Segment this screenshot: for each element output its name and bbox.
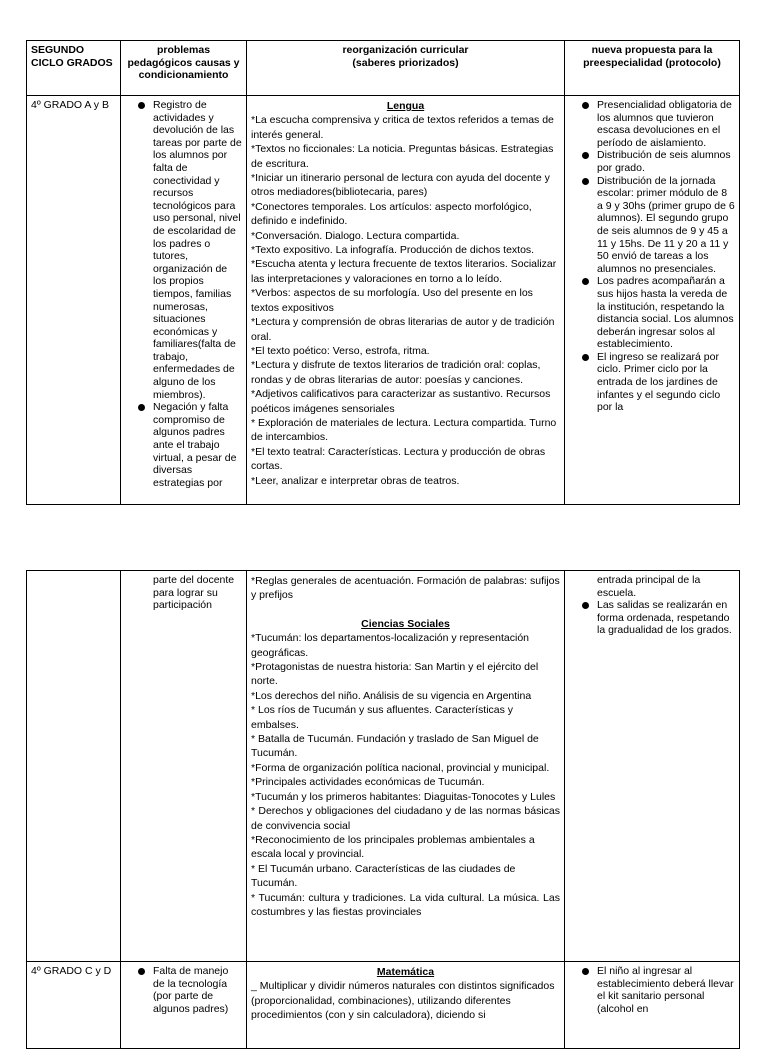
table-row (27, 96, 740, 505)
content-line: * Tucumán: cultura y tradiciones. La vida cultural. La música. Las costumbres y las fiestas provinciales (251, 891, 560, 918)
list-item: Distribución de seis alumnos por grado. (597, 149, 735, 174)
list-item: El niño al ingresar al establecimiento deberá llevar el kit sanitario personal (alcohol en (597, 965, 734, 1015)
protocol-continuation: entrada principal de la escuela. (597, 574, 701, 599)
problems-list (125, 965, 242, 1015)
grade-cell: 4º GRADO C y D (27, 962, 121, 1049)
list-item: Falta de manejo de la tecnología (por parte de algunos padres) (153, 965, 242, 1015)
content-line: *Los derechos del niño. Análisis de su vigencia en Argentina (251, 689, 532, 702)
content-line: *Texto expositivo. La infografía. Producción de dichos textos. (251, 244, 535, 257)
content-line: * El Tucumán urbano. Características de las ciudades de Tucumán. (251, 862, 516, 890)
problems-list (125, 99, 242, 489)
content-line: *Textos no ficcionales: La noticia. Preguntas básicas. Estrategias de escritura. (251, 143, 554, 170)
header-curricular: reorganización curricular (saberes priorizados) (247, 41, 565, 96)
list-item: El ingreso se realizará por ciclo. Primer ciclo por la entrada de los jardines de infantes y el segundo ciclo por la (597, 351, 735, 414)
protocol-list (569, 99, 735, 414)
protocol-list (569, 965, 735, 1015)
header-grades: SEGUNDO CICLO GRADOS (27, 41, 121, 96)
content-line: *Escucha atenta y lectura frecuente de textos literarios. Socializar las interpretaciones y valoraciones en torno a lo leído. (251, 258, 557, 285)
grade-cell: 4º GRADO A y B (27, 96, 121, 505)
content-line: _ Multiplicar y dividir números naturales con distintos significados (proporcionalidad, combinaciones), utilizando diferentes procedimientos (con y sin calculadora), diciendo si (251, 980, 555, 1022)
header-problems: problemas pedagógicos causas y condicionamiento (121, 41, 247, 96)
content-line: *Conversación. Dialogo. Lectura compartida. (251, 229, 460, 242)
grade-cell (27, 571, 121, 962)
content-line: *La escucha comprensiva y critica de textos referidos a temas de interés general. (251, 114, 554, 141)
content-line: * Derechos y obligaciones del ciudadano y de las normas básicas de convivencia social (251, 805, 560, 832)
curricular-cell (247, 962, 565, 1049)
content-line: *Principales actividades económicas de Tucumán. (251, 776, 485, 789)
content-line: *Tucumán: los departamentos-localización y representación geográficas. (251, 632, 530, 659)
list-item: Distribución de la jornada escolar: primer módulo de 8 a 9 y 30hs (primer grupo de 6 alumnos). El segundo grupo de seis alumnos de 9 y 45 a 11 y 15hs. De 11 y 20 a 11 y 50 envió de tareas a los alumnos no presenciales. (597, 174, 735, 275)
content-line: * Los ríos de Tucumán y sus afluentes. Características y embalses. (251, 704, 514, 731)
list-item: Negación y falta compromiso de algunos padres ante el trabajo virtual, a pesar de diversas estrategias por (153, 401, 242, 489)
content-line: * Batalla de Tucumán. Fundación y traslado de San Miguel de Tucumán. (251, 733, 539, 760)
content-line: *El texto poético: Verso, estrofa, ritma. (251, 344, 430, 357)
section-title-sociales: Ciencias Sociales (361, 617, 450, 630)
content-line: *Forma de organización política nacional, provincial y municipal. (251, 761, 550, 774)
content-line: *El texto teatral: Características. Lectura y producción de obras cortas. (251, 445, 546, 473)
content-line: *Lectura y comprensión de obras literarias de autor y de tradición oral. (251, 316, 555, 343)
curricular-cell (247, 571, 565, 962)
problems-cell (121, 571, 247, 962)
content-line: *Lectura y disfrute de textos literarios de tradición oral: coplas, rondas y de obras literarias de autor: poesías y canciones. (251, 359, 541, 386)
curricular-cell (247, 96, 565, 505)
section-title-matematica: Matemática (376, 966, 435, 978)
protocol-cell (565, 96, 740, 505)
protocol-cell (565, 962, 740, 1049)
header-row (27, 41, 740, 96)
list-item: Los padres acompañarán a sus hijos hasta la vereda de la institución, respetando la distancia social. Los alumnos deberán ingresar solos al establecimiento. (597, 275, 734, 351)
curriculum-table-page-2 (26, 570, 740, 1049)
list-item: Registro de actividades y devolución de las tareas por parte de los alumnos por falta de conectividad y recursos tecnológicos para uso personal, nivel de escolaridad de los padres o tutores, organización de los propios tiempos, familias numerosas, situaciones económicas y familiares(falta de trabajo, enfermedades de alguno de los miembros). (153, 99, 242, 401)
content-line: *Leer, analizar e interpretar obras de teatros. (251, 474, 460, 487)
problems-cell (121, 96, 247, 505)
content-line: *Iniciar un itinerario personal de lectura con ayuda del docente y otros mediadores(bibliotecaria, pares) (251, 172, 550, 199)
content-line: *Tucumán y los primeros habitantes: Diaguitas-Tonocotes y Lules (251, 790, 556, 803)
protocol-cell (565, 571, 740, 962)
problems-cell (121, 962, 247, 1049)
list-item: Las salidas se realizarán en forma ordenada, respetando la gradualidad de los grados. (597, 599, 735, 637)
problems-continuation: parte del docente para lograr su participación (153, 574, 235, 612)
content-line: *Conectores temporales. Los artículos: aspecto morfológico, definido e indefinido. (251, 200, 532, 228)
list-item: Presencialidad obligatoria de los alumnos que tuvieron escasa devoluciones en el período de aislamiento. (597, 99, 735, 149)
curriculum-table-page-1 (26, 40, 740, 505)
content-line: *Reglas generales de acentuación. Formación de palabras: sufijos y prefijos (251, 575, 560, 602)
content-line: * Exploración de materiales de lectura. Lectura compartida. Turno de intercambios. (251, 416, 557, 444)
header-protocol: nueva propuesta para la preespecialidad (protocolo) (565, 41, 740, 96)
protocol-list (569, 599, 735, 637)
section-title-lengua: Lengua (386, 100, 425, 112)
content-line: *Adjetivos calificativos para caracterizar as sustantivo. Recursos poéticos imágenes sensoriales (251, 388, 551, 415)
content-line: *Protagonistas de nuestra historia: San Martin y el ejército del norte. (251, 661, 539, 688)
content-line: *Verbos: aspectos de su morfología. Uso del presente en los textos expositivos (251, 287, 533, 314)
table-row (27, 962, 740, 1049)
table-row (27, 571, 740, 962)
content-line: *Reconocimiento de los principales problemas ambientales a escala local y provincial. (251, 833, 535, 861)
